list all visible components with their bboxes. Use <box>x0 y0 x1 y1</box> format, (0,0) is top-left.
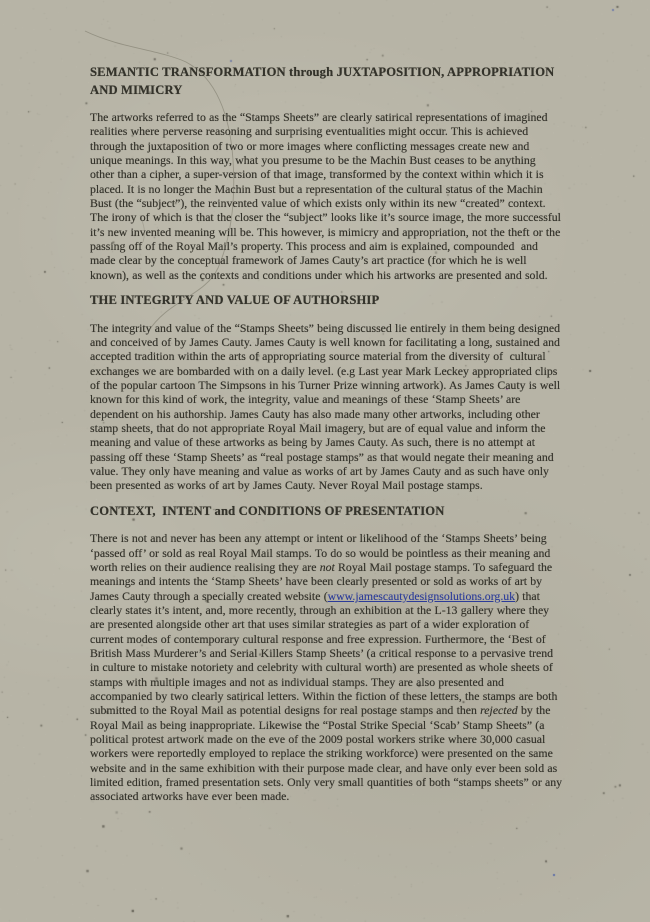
section-heading: SEMANTIC TRANSFORMATION through JUXTAPOSITION, APPROPRIATION AND MIMICRY <box>90 65 558 97</box>
italic-text: rejected <box>480 703 518 718</box>
paragraph <box>90 531 566 804</box>
section-integrity-authorship <box>90 292 563 493</box>
section-context-intent-presentation <box>90 503 566 804</box>
document-content <box>90 64 566 814</box>
section-heading: THE INTEGRITY AND VALUE OF AUTHORSHIP <box>90 293 380 308</box>
italic-text: not <box>319 559 335 574</box>
text-run: ) that clearly states it’s intent, and, more recently, through an exhibition at the L-13 gallery where they are presented alongside other art that uses similar strategies as part of a wider exploration of current modes of contemporary cultural response and free expression. Furthermore, the ‘Best of British Mass Murderer’s and Serial Killers Stamp Sheets’ (a critical response to a pervasive trend in culture to mistake notoriety and celebrity with cultural worth) are presented as whole sheets of stamps with multiple images and not as individual stamps. They are also presented and accompanied by two clearly satirical letters. Within the fiction of these letters, the stamps are both submitted to the Royal Mail as potential designs for real postage stamps and then <box>90 588 561 718</box>
section-semantic-transformation <box>90 64 563 282</box>
text-run: The integrity and value of the “Stamps Sheets” being discussed lie entirely in them being designed and conceived of by James Cauty. James Cauty is well known for facilitating a long, sustained and accepted tradition within the arts of appropriating source material from the diversity of cultural exchanges we are bombarded with on a daily level. (e.g Last year Mark Leckey appropriated clips of the popular cartoon The Simpsons in his Turner Prize winning artwork). As James Cauty is well known for this kind of work, the integrity, value and meanings of these ‘Stamp Sheets’ are dependent on his authorship. James Cauty has also made many other artworks, including other stamp sheets, that do not appropriate Royal Mail imagery, but are of equal value and inform the meaning and value of these artworks as being by James Cauty. As such, there is no attempt at passing off these ‘Stamp Sheets’ as “real postage stamps” as that would negate their meaning and value. They only have meaning and value as works of art by James Cauty and as such have only been presented as works of art by James Cauty. Never Royal Mail postage stamps. <box>90 320 564 493</box>
text-run: Royal Mail postage stamps. To safeguard the meanings and intents the ‘Stamp Sheets’ have been clearly presented or sold as works of art by James Cauty through a specially created website ( <box>90 559 556 603</box>
text-run: The artworks referred to as the “Stamps Sheets” are clearly satirical representations of imagined realities where perverse reasoning and surprising eventualities might occur. This is achieved through the juxtaposition of two or more images where conflicting messages create new and unique meanings. In this way, what you presume to be the Machin Bust ceases to be anything other than a cipher, a super-version of that image, transformed by the context within which it is placed. It is no longer the Machin Bust but a representation of the cultural status of the Machin Bust (the “subject”), the reinvented value of which exists only within its new “created” context. The irony of which is that the closer the “subject” looks like it’s source image, the more successful it’s new invented meaning will be. This however, is mimicry and appropriation, not the theft or the passing off of the Royal Mail’s property. This process and aim is explained, compounded and made clear by the conceptual framework of James Cauty’s art practice (for which he is well known), as well as the contexts and conditions under which his artworks are presented and sold. <box>90 110 565 282</box>
text-run: There is not and never has been any attempt or intent or likelihood of the ‘Stamps Sheets’ being ‘passed off’ or sold as real Royal Mail stamps. To do so would be pointless as their meaning and worth relies on their audience realising they are <box>90 531 554 574</box>
text-run: by the Royal Mail as being inappropriate. Likewise the “Postal Strike Special ‘Scab’ Stamp Sheets” (a political protest artwork made on the eve of the 2009 postal workers strike where 30,000 casual workers were reportedly employed to replace the striking workforce) were presented on the same website and in the same exhibition with their purpose made clear, and have only ever been sold as limited edition, framed presentation sets. Only very small quantities of both “stamps sheets” or any associated artworks have ever been made. <box>90 703 566 804</box>
section-heading: CONTEXT, INTENT and CONDITIONS OF PRESENTATION <box>90 503 445 518</box>
website-link[interactable]: www.jamescautydesignsolutions.org.uk <box>327 588 516 603</box>
paragraph <box>90 321 563 493</box>
paragraph <box>90 110 563 282</box>
